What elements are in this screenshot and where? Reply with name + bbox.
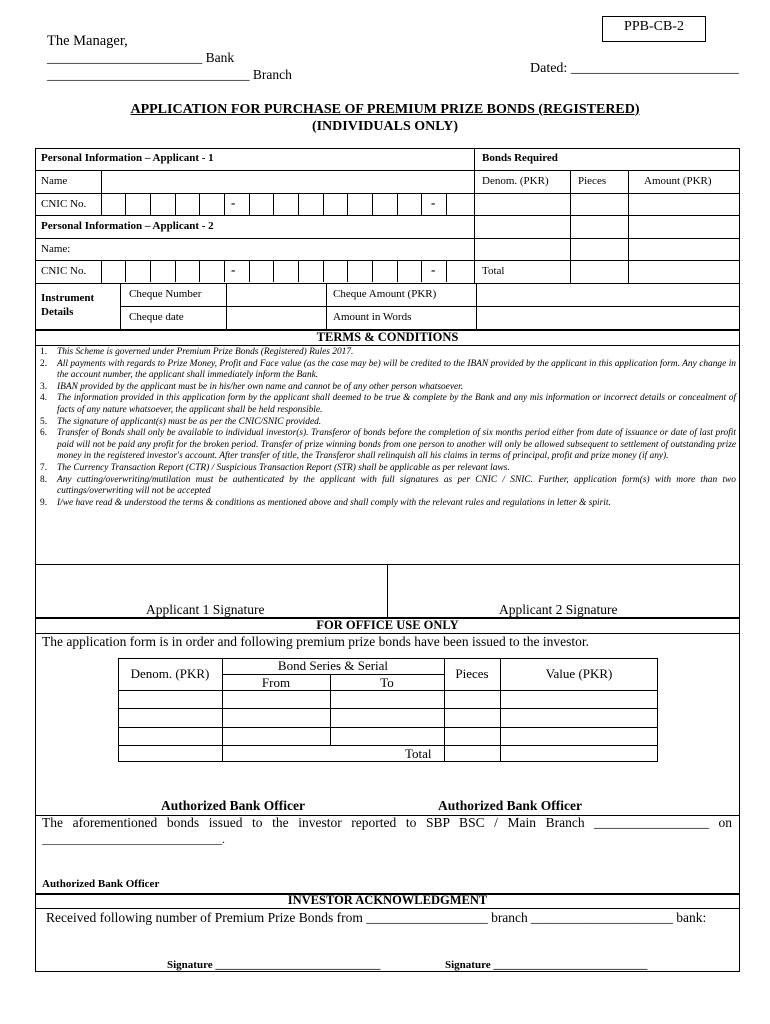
- term-number: 9.: [40, 497, 48, 508]
- issued-denom-header: Denom. (PKR): [130, 666, 210, 681]
- term-text: The signature of applicant(s) must be as per the CNIC/SNIC provided.: [57, 416, 322, 427]
- instrument-label-1: Instrument: [41, 292, 95, 304]
- applicant2-header: Personal Information – Applicant - 2: [41, 220, 214, 232]
- terms-list: [40, 347, 736, 509]
- applicant1-name-label: Name: [41, 175, 68, 187]
- page-title: [0, 102, 770, 118]
- term-number: 4.: [40, 393, 48, 404]
- term-number: 2.: [40, 358, 48, 369]
- reported-line-1: The aforementioned bonds issued to the investor reported to SBP BSC / Main Branch _________________ on: [42, 815, 732, 830]
- term-item: [40, 417, 736, 429]
- amount-words-label: Amount in Words: [333, 311, 412, 323]
- term-text: All payments with regards to Prize Money, Profit and Face value (as the case may be) will be credited to the IBAN provided by the applicant in this application form. Any change in the account number, the applicant shall immediately inform the Bank.: [57, 358, 736, 381]
- issued-total-label: Total: [405, 746, 432, 761]
- cheque-amount-label: Cheque Amount (PKR): [333, 288, 437, 300]
- term-item: [40, 498, 736, 510]
- cheque-number-label: Cheque Number: [129, 288, 202, 300]
- page-title-text: APPLICATION FOR PURCHASE OF PREMIUM PRIZE BONDS (REGISTERED): [130, 102, 640, 117]
- term-item: [40, 475, 736, 498]
- term-number: 1.: [40, 347, 48, 357]
- applicant1-cnic-input[interactable]: [102, 194, 473, 214]
- term-item: [40, 347, 736, 359]
- applicant2-name-input[interactable]: [80, 239, 473, 259]
- cnic1-dash-b: -: [431, 195, 436, 210]
- cheque-number-input[interactable]: [227, 284, 325, 305]
- page-subtitle: (INDIVIDUALS ONLY): [311, 119, 459, 134]
- applicant1-name-input[interactable]: [102, 171, 473, 192]
- term-text: Any cutting/overwriting/mutilation must be authenticated by the applicant with full signatures as per CNIC / SNIC. Further, application form(s) with more than two cuttings/overwriting will not be accepted: [57, 474, 736, 497]
- applicant1-header: Personal Information – Applicant - 1: [41, 152, 214, 164]
- term-item: [40, 393, 736, 416]
- pieces-header: Pieces: [578, 175, 607, 187]
- applicant1-signature-label: Applicant 1 Signature: [146, 602, 265, 617]
- term-text: The information provided in this application form by the applicant shall deemed to be true & complete by the Bank and any mis information or incorrect details or concealment of facts of any nature whatsoever, the applicant shall be held responsible.: [57, 393, 736, 415]
- denom-header: Denom. (PKR): [482, 175, 549, 187]
- applicant2-signature-area[interactable]: [388, 565, 739, 605]
- term-number: 7.: [40, 462, 48, 473]
- form-code: PPB-CB-2: [624, 19, 684, 34]
- amount-header: Amount (PKR): [644, 175, 712, 187]
- term-number: 5.: [40, 416, 48, 427]
- office-statement: The application form is in order and following premium prize bonds have been issued to the investor.: [42, 634, 589, 649]
- officer1-label: Authorized Bank Officer: [161, 798, 305, 813]
- applicant1-cnic-label: CNIC No.: [41, 198, 87, 210]
- ack-text: Received following number of Premium Prize Bonds from __________________ branch _____________________ bank:: [46, 910, 707, 925]
- cheque-date-input[interactable]: [227, 307, 325, 329]
- applicant1-signature-area[interactable]: [36, 565, 386, 605]
- term-item: [40, 382, 736, 394]
- term-text: I/we have read & understood the terms & conditions as mentioned above and shall comply with the relevant rules and regulations in letter & spirit.: [57, 497, 611, 508]
- cheque-amount-input[interactable]: [477, 284, 739, 305]
- term-text: The Currency Transaction Report (CTR) / Suspicious Transaction Report (STR) shall be applicable as per relevant laws.: [57, 462, 510, 473]
- term-item: [40, 463, 736, 475]
- term-number: 6.: [40, 428, 48, 439]
- term-number: 8.: [40, 474, 48, 485]
- term-item: [40, 359, 736, 382]
- officer3-label: Authorized Bank Officer: [42, 878, 160, 890]
- term-text: This Scheme is governed under Premium Prize Bonds (Registered) Rules 2017.: [57, 347, 354, 357]
- cnic1-dash-a: -: [231, 195, 236, 210]
- manager-label: The Manager,: [47, 33, 128, 49]
- bonds-required-header: Bonds Required: [482, 152, 558, 164]
- applicant2-cnic-input[interactable]: [102, 261, 473, 282]
- issued-series-header: Bond Series & Serial: [277, 658, 389, 673]
- ack-signature-2[interactable]: Signature ____________________________: [445, 959, 648, 971]
- issued-from-header: From: [261, 675, 291, 690]
- dated-field[interactable]: Dated: ________________________: [530, 61, 739, 76]
- ack-header: INVESTOR ACKNOWLEDGMENT: [287, 893, 488, 907]
- applicant2-cnic-label: CNIC No.: [41, 265, 87, 277]
- applicant2-signature-label: Applicant 2 Signature: [499, 602, 618, 617]
- term-number: 3.: [40, 381, 48, 392]
- term-text: IBAN provided by the applicant must be in his/her own name and cannot be of any other person whatsoever.: [57, 381, 464, 392]
- instrument-label-2: Details: [41, 306, 74, 318]
- issued-to-header: To: [380, 675, 394, 690]
- terms-header: TERMS & CONDITIONS: [316, 330, 459, 344]
- branch-line: ______________________________ Branch: [47, 67, 292, 82]
- officer2-label: Authorized Bank Officer: [438, 798, 582, 813]
- office-header: FOR OFFICE USE ONLY: [316, 618, 459, 632]
- reported-line-2: ______________________________.: [42, 832, 225, 846]
- bank-line: _______________________ Bank: [47, 50, 235, 65]
- issued-pieces-header: Pieces: [455, 666, 489, 681]
- term-text: Transfer of Bonds shall only be available to individual investor(s). Transferor of bonds before the completion of six months period either from date of issuance or date of last profit paid will not be paid any profit for the broken period. Transfer of prize winning bonds from one person to another will only be allowed subsequent to settlement of outstanding prize money in the registered investor's account. After transfer of title, the Transferor shall relinquish all his claims in terms of principal, profit and prize money (if any).: [57, 428, 736, 462]
- term-item: [40, 428, 736, 463]
- issued-value-header: Value (PKR): [545, 666, 613, 681]
- bonds-total-label: Total: [482, 265, 505, 277]
- cheque-date-label: Cheque date: [129, 311, 184, 323]
- cnic2-dash-b: -: [431, 262, 436, 277]
- ack-signature-1[interactable]: Signature ______________________________: [167, 959, 381, 971]
- applicant2-name-label: Name:: [41, 243, 71, 255]
- amount-words-input[interactable]: [477, 307, 739, 329]
- cnic2-dash-a: -: [231, 262, 236, 277]
